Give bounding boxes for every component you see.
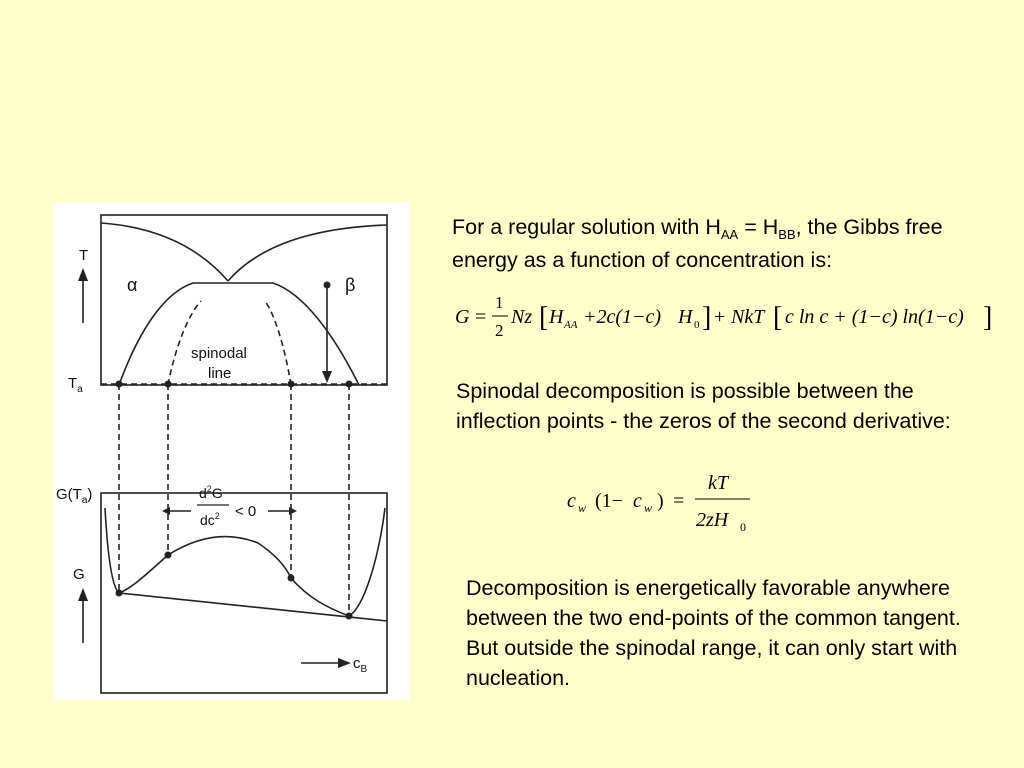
svg-text:w: w bbox=[644, 501, 653, 515]
phase-diagram-figure bbox=[53, 203, 410, 700]
svg-text:H: H bbox=[549, 306, 564, 328]
svg-text:[: [ bbox=[773, 302, 783, 333]
svg-text:=: = bbox=[475, 306, 487, 328]
svg-text:1: 1 bbox=[495, 293, 504, 312]
liquidus-curve-left bbox=[101, 223, 228, 281]
tangent-point-right bbox=[346, 613, 353, 620]
svg-text:w: w bbox=[578, 501, 587, 515]
miscibility-gap-curve bbox=[119, 283, 359, 385]
d2g-dc2-condition bbox=[197, 484, 256, 528]
inflection-point-right bbox=[288, 575, 295, 582]
svg-text:c: c bbox=[633, 490, 642, 512]
gibbs-energy-equation bbox=[455, 290, 1015, 345]
svg-text:]: ] bbox=[702, 302, 712, 333]
cooling-start-point bbox=[324, 282, 331, 289]
spinodal-condition-equation bbox=[565, 468, 765, 536]
svg-text:(1−: (1− bbox=[595, 490, 623, 512]
spinodal-curve-left bbox=[168, 301, 201, 385]
svg-text:0: 0 bbox=[740, 520, 746, 534]
svg-text:c ln c + (1−c) ln(1−c): c ln c + (1−c) ln(1−c) bbox=[785, 306, 964, 328]
g-axis-label: G bbox=[73, 566, 85, 583]
gibbs-energy-curve bbox=[105, 508, 385, 616]
spinodal-label-line2: line bbox=[208, 365, 232, 382]
svg-text:=: = bbox=[673, 490, 685, 512]
svg-text:]: ] bbox=[983, 302, 993, 333]
svg-text:G: G bbox=[455, 306, 470, 328]
svg-text:+: + bbox=[714, 306, 726, 328]
spinodal-point-right bbox=[288, 381, 295, 388]
svg-text:2zH: 2zH bbox=[696, 509, 729, 531]
cooling-arrow-head bbox=[322, 371, 332, 383]
cb-axis-label: $c_B$ bbox=[353, 655, 368, 675]
tangent-point-left bbox=[116, 590, 123, 597]
t-axis-label: T bbox=[79, 247, 89, 264]
svg-text:H: H bbox=[678, 306, 693, 328]
alpha-phase-label: α bbox=[127, 275, 138, 295]
svg-text:0: 0 bbox=[694, 319, 700, 331]
svg-text:kT: kT bbox=[708, 472, 728, 494]
cond-arrow-right-head bbox=[289, 507, 297, 515]
liquidus-curve-right bbox=[228, 225, 387, 281]
g-axis-arrow-head bbox=[78, 588, 88, 601]
spinodal-label-line1: spinodal bbox=[191, 345, 247, 362]
ta-label: $T_a$ bbox=[68, 375, 83, 395]
binodal-point-right bbox=[346, 381, 353, 388]
svg-text:[: [ bbox=[539, 302, 549, 333]
svg-text:2: 2 bbox=[495, 321, 504, 340]
intro-paragraph: For a regular solution with $H_{AA} = H_{BB}$, the Gibbs free energy as a function of concentration is: bbox=[452, 215, 943, 272]
svg-text:NkT: NkT bbox=[731, 306, 765, 328]
svg-text:d2G: $d^2G$ bbox=[199, 484, 223, 501]
spinodal-curve-right bbox=[265, 301, 291, 385]
svg-text:c: c bbox=[567, 490, 576, 512]
svg-text:): ) bbox=[657, 490, 664, 512]
spinodal-paragraph: Spinodal decomposition is possible between the inflection points - the zeros of the second derivative: bbox=[456, 379, 951, 433]
t-axis-arrow-head bbox=[78, 268, 88, 281]
inflection-point-left bbox=[165, 552, 172, 559]
svg-text:dc2: $dc^2$ bbox=[200, 511, 220, 528]
svg-text:AA: AA bbox=[564, 319, 578, 331]
beta-phase-label: β bbox=[345, 275, 356, 295]
g-ta-label: $G(T_a)$ bbox=[56, 486, 93, 506]
phase-diagram-svg bbox=[53, 203, 410, 700]
svg-text:< 0: < 0 bbox=[235, 503, 257, 520]
cond-arrow-left-head bbox=[162, 507, 170, 515]
decomposition-paragraph: Decomposition is energetically favorable anywhere between the two end-points of the common tangent. But outside the spinodal range, it can only start with nucleation. bbox=[466, 576, 961, 690]
svg-text:Nz: Nz bbox=[511, 306, 533, 328]
binodal-point-left bbox=[116, 381, 123, 388]
cb-axis-arrow-head bbox=[338, 658, 351, 668]
svg-text:+2c(1−c): +2c(1−c) bbox=[583, 306, 662, 328]
spinodal-point-left bbox=[165, 381, 172, 388]
